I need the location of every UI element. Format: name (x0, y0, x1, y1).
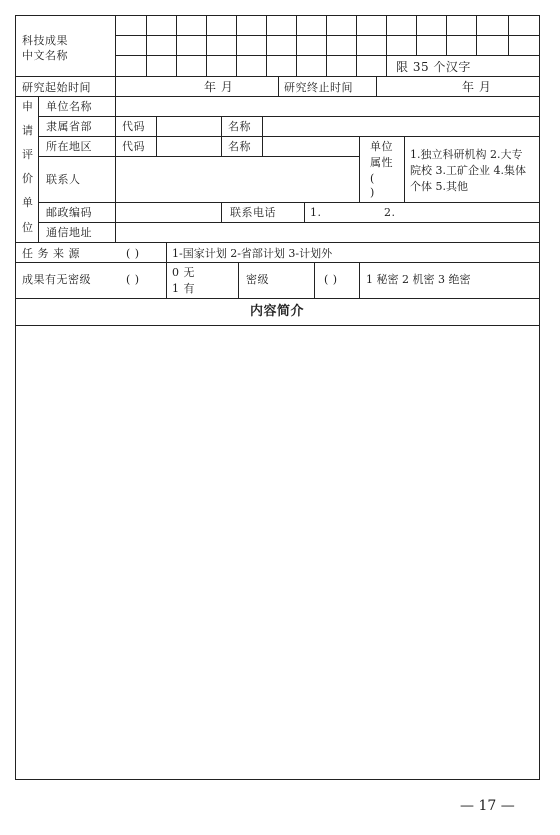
applicant-label-6: 位 (22, 221, 34, 234)
address-label: 通信地址 (46, 226, 92, 239)
postcode-label: 邮政编码 (46, 206, 92, 219)
phone-1-label: 1. (310, 206, 322, 219)
unit-attr-option-line1: 1.独立科研机构 2.大专 (410, 148, 523, 161)
secret-level-label: 密级 (246, 273, 269, 286)
secret-level-paren[interactable]: ( ) (324, 273, 338, 286)
summary-title: 内容简介 (250, 304, 305, 319)
start-time-value[interactable]: 年 月 (204, 80, 234, 94)
unit-name-label: 单位名称 (46, 100, 92, 113)
end-time-value[interactable]: 年 月 (462, 80, 492, 94)
secret-level-options: 1 秘密 2 机密 3 绝密 (366, 273, 471, 286)
affiliation-name-label: 名称 (228, 120, 251, 133)
page-number: — 17 — (460, 798, 515, 814)
applicant-label-3: 评 (22, 148, 34, 161)
task-source-options: 1-国家计划 2-省部计划 3-计划外 (172, 247, 333, 260)
unit-attr-label-4: ) (370, 186, 375, 199)
applicant-label-4: 价 (22, 172, 34, 185)
region-label: 所在地区 (46, 140, 92, 153)
end-time-label: 研究终止时间 (284, 81, 353, 94)
char-limit-note: 限 35 个汉字 (396, 60, 471, 74)
region-name-label: 名称 (228, 140, 251, 153)
region-code-label: 代码 (122, 140, 145, 153)
title-label-line1: 科技成果 (22, 34, 68, 47)
applicant-label-1: 申 (22, 100, 34, 113)
applicant-label-2: 请 (22, 124, 34, 137)
unit-attr-option-line3: 个体 5.其他 (410, 180, 468, 193)
unit-attr-label-1: 单位 (370, 140, 393, 153)
task-source-label: 任 务 来 源 (22, 247, 80, 260)
phone-label: 联系电话 (230, 206, 276, 219)
evaluation-form (15, 15, 540, 780)
contact-label: 联系人 (46, 173, 81, 186)
affiliation-code-label: 代码 (122, 120, 145, 133)
unit-attr-option-line2: 院校 3.工矿企业 4.集体 (410, 164, 526, 177)
unit-attr-label-3: ( (370, 172, 375, 185)
title-label-line2: 中文名称 (22, 49, 68, 62)
task-source-paren[interactable]: ( ) (126, 247, 140, 260)
phone-2-label: 2. (384, 206, 396, 219)
affiliation-label: 隶属省部 (46, 120, 92, 133)
secret-yes: 1 有 (172, 282, 195, 295)
secret-paren[interactable]: ( ) (126, 273, 140, 286)
unit-attr-label-2: 属性 (370, 156, 393, 169)
start-time-label: 研究起始时间 (22, 81, 91, 94)
secret-no: 0 无 (172, 266, 195, 279)
summary-content-area[interactable] (16, 326, 539, 779)
secret-label: 成果有无密级 (22, 273, 91, 286)
applicant-label-5: 单 (22, 196, 34, 209)
